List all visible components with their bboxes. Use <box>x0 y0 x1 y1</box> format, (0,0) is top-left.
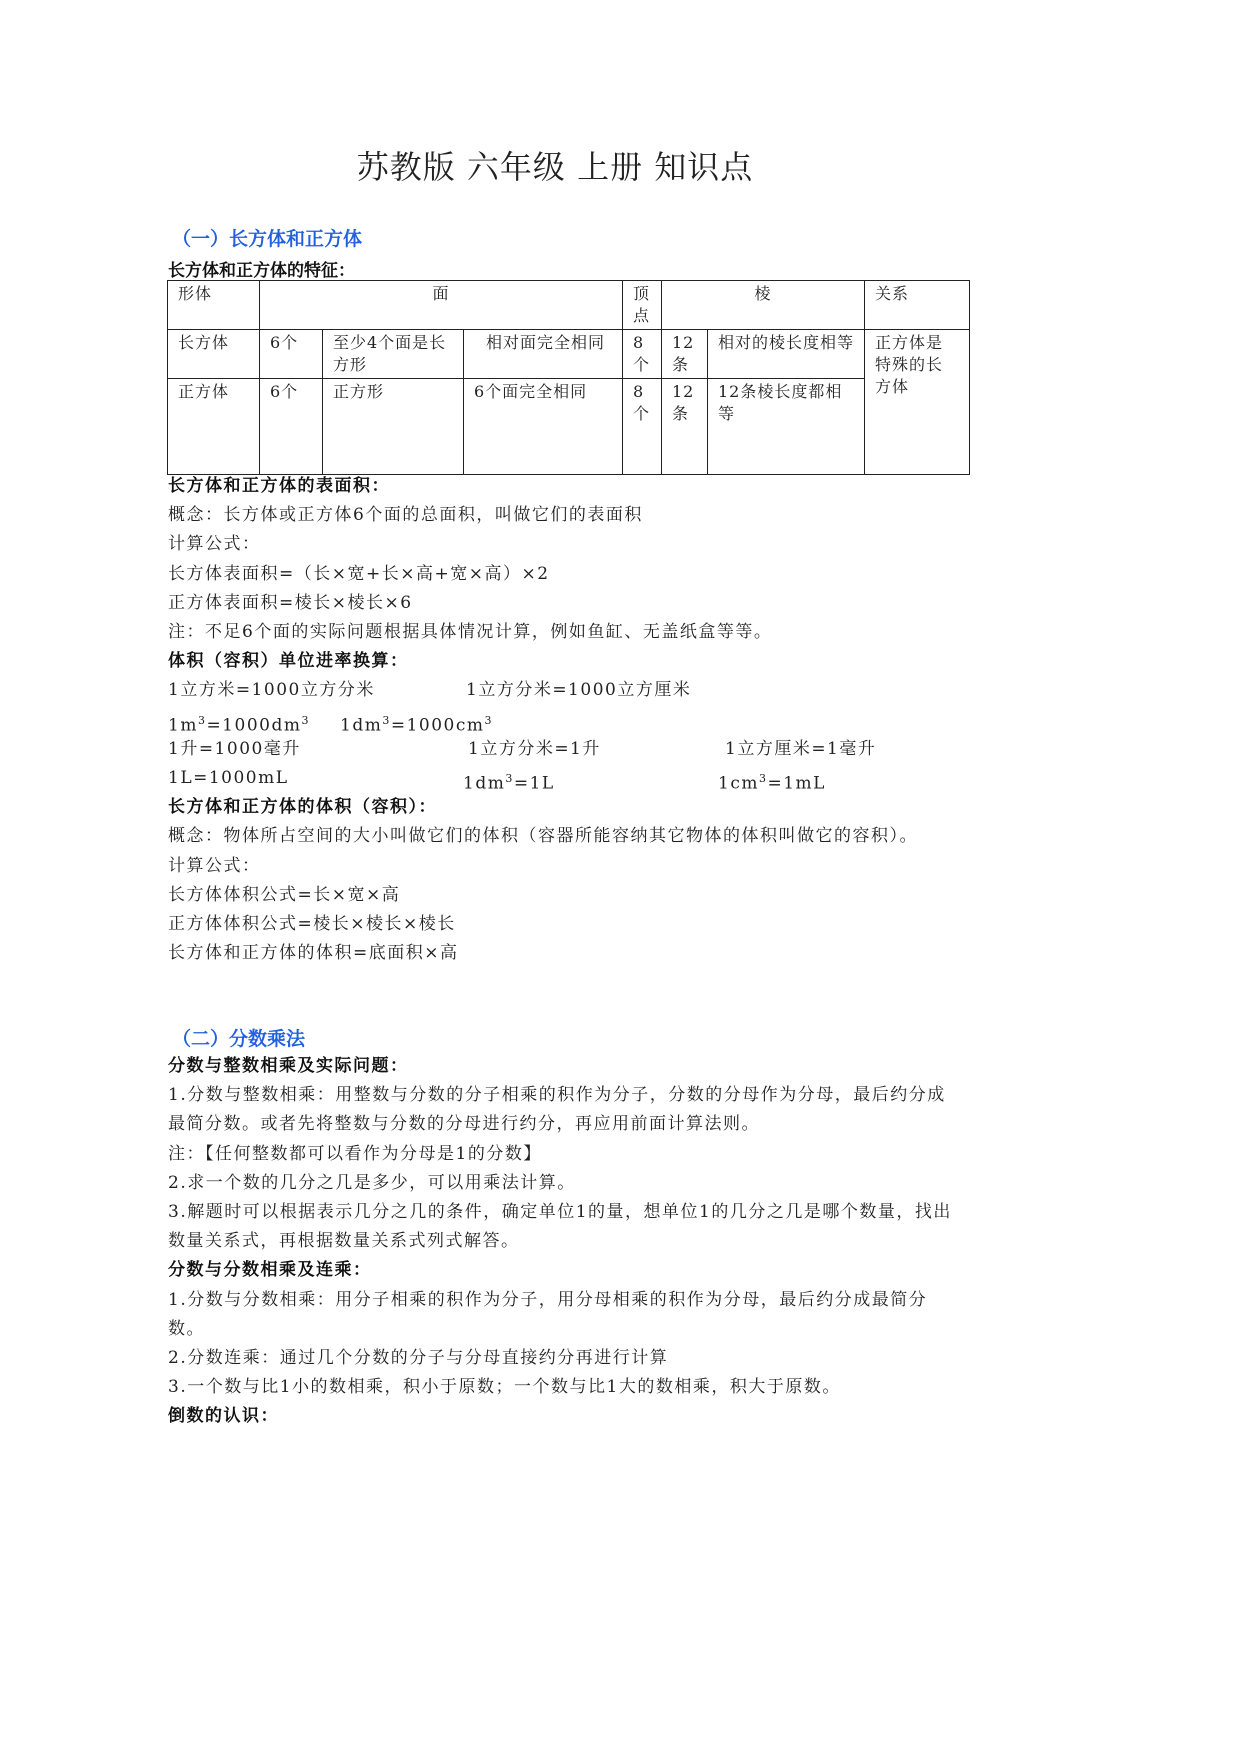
surface-heading: 长方体和正方体的表面积： <box>168 476 390 496</box>
cell-face-shape: 至少4个面是长方形 <box>323 330 464 379</box>
text-line: 长方体体积公式=长×宽×高 <box>168 884 401 905</box>
unit-text: 1dm <box>340 715 383 736</box>
volume-heading: 长方体和正方体的体积（容积）： <box>168 797 437 818</box>
units-heading: 体积（容积）单位进率换算： <box>168 651 409 672</box>
unit-text: =1L <box>513 773 555 794</box>
text-line: 注：【任何整数都可以看作为分母是1的分数】 <box>168 1143 542 1164</box>
text-line: 概念：物体所占空间的大小叫做它们的体积（容器所能容纳其它物体的体积叫做它的容积）。 <box>168 826 918 847</box>
page-title: 苏教版 六年级 上册 知识点 <box>356 148 754 186</box>
unit-text: =1000cm <box>390 715 485 736</box>
cell-shape: 长方体 <box>168 330 260 379</box>
superscript: 3 <box>197 713 207 727</box>
cell-face-relation: 相对面完全相同 <box>464 330 623 379</box>
unit-text: =1000dm <box>206 715 302 736</box>
section-heading-1: （一）长方体和正方体 <box>172 228 363 250</box>
cell-face-relation: 6个面完全相同 <box>464 379 623 475</box>
cell-shape: 正方体 <box>168 379 260 475</box>
unit-text: =1mL <box>767 773 826 794</box>
superscript: 3 <box>382 713 391 727</box>
text-line: 1.分数与分数相乘：用分子相乘的积作为分子，用分母相乘的积作为分母，最后约分成最简分数。 <box>168 1289 928 1339</box>
cell-face-count: 6个 <box>260 330 323 379</box>
unit-text: 1立方分米=1000立方厘米 <box>466 680 692 701</box>
table-row <box>168 330 970 379</box>
cell-face-shape: 正方形 <box>323 379 464 475</box>
units-row <box>168 764 958 793</box>
cell-face-count: 6个 <box>260 379 323 475</box>
unit-text: 1立方米=1000立方分米 <box>168 680 375 701</box>
text-line: 概念：长方体或正方体6个面的总面积，叫做它们的表面积 <box>168 505 643 526</box>
text-line: 长方体表面积=（长×宽+长×高+宽×高）×2 <box>168 563 550 584</box>
unit-text: 1立方分米=1升 <box>468 738 601 759</box>
features-heading: 长方体和正方体的特征： <box>168 261 355 281</box>
header-edge: 棱 <box>662 281 865 330</box>
header-vertex: 顶点 <box>623 281 662 330</box>
units-row <box>168 706 958 735</box>
text-line: 正方体体积公式=棱长×棱长×棱长 <box>168 913 456 934</box>
cell-edge-count: 12条 <box>662 330 708 379</box>
subheading: 倒数的认识： <box>168 1406 279 1427</box>
text-line: 长方体和正方体的体积=底面积×高 <box>168 943 459 964</box>
text-line: 2.分数连乘：通过几个分数的分子与分母直接约分再进行计算 <box>168 1348 669 1369</box>
header-shape: 形体 <box>168 281 260 330</box>
unit-text: 1立方厘米=1毫升 <box>725 738 877 759</box>
unit-text: 1dm <box>463 773 506 794</box>
subheading: 分数与整数相乘及实际问题： <box>168 1056 409 1076</box>
cell-relation: 正方体是特殊的长方体 <box>865 330 970 475</box>
text-line: 1.分数与整数相乘：用整数与分数的分子相乘的积作为分子，分数的分母作为分母，最后约分成最简分数。或者先将整数与分数的分母进行约分，再应用前面计算法则。 <box>168 1085 946 1135</box>
cell-vertex: 8个 <box>623 330 662 379</box>
text-line: 3.解题时可以根据表示几分之几的条件，确定单位1的量，想单位1的几分之几是哪个数量，找出数量关系式，再根据数量关系式列式解答。 <box>168 1202 952 1252</box>
cell-edge-relation: 相对的棱长度相等 <box>708 330 865 379</box>
unit-text: 1cm <box>718 773 759 794</box>
text-line: 2.求一个数的几分之几是多少，可以用乘法计算。 <box>168 1172 576 1193</box>
superscript: 3 <box>301 713 310 727</box>
table-row <box>168 379 970 475</box>
units-row <box>168 735 958 764</box>
superscript: 3 <box>484 713 493 727</box>
superscript: 3 <box>505 771 514 785</box>
superscript: 3 <box>758 771 768 785</box>
cell-vertex: 8个 <box>623 379 662 475</box>
cell-edge-count: 12条 <box>662 379 708 475</box>
unit-text: 1升=1000毫升 <box>168 738 301 759</box>
text-line: 注：不足6个面的实际问题根据具体情况计算，例如鱼缸、无盖纸盒等等。 <box>168 622 773 643</box>
unit-text: 1m <box>168 715 198 736</box>
section2-body <box>168 1052 958 1432</box>
section1-body <box>168 472 958 968</box>
text-line: 3.一个数与比1小的数相乘，积小于原数；一个数与比1大的数相乘，积大于原数。 <box>168 1377 841 1398</box>
cell-edge-relation: 12条棱长度都相等 <box>708 379 865 475</box>
units-row <box>168 676 958 705</box>
features-table <box>167 280 970 475</box>
unit-text: 1L=1000mL <box>168 767 289 788</box>
text-line: 计算公式： <box>168 855 261 876</box>
section-heading-2: （二）分数乘法 <box>172 1028 306 1050</box>
text-line: 正方体表面积=棱长×棱长×6 <box>168 592 413 613</box>
subheading: 分数与分数相乘及连乘： <box>168 1260 372 1281</box>
header-relation: 关系 <box>865 281 970 330</box>
text-line: 计算公式： <box>168 534 261 555</box>
header-face: 面 <box>260 281 623 330</box>
